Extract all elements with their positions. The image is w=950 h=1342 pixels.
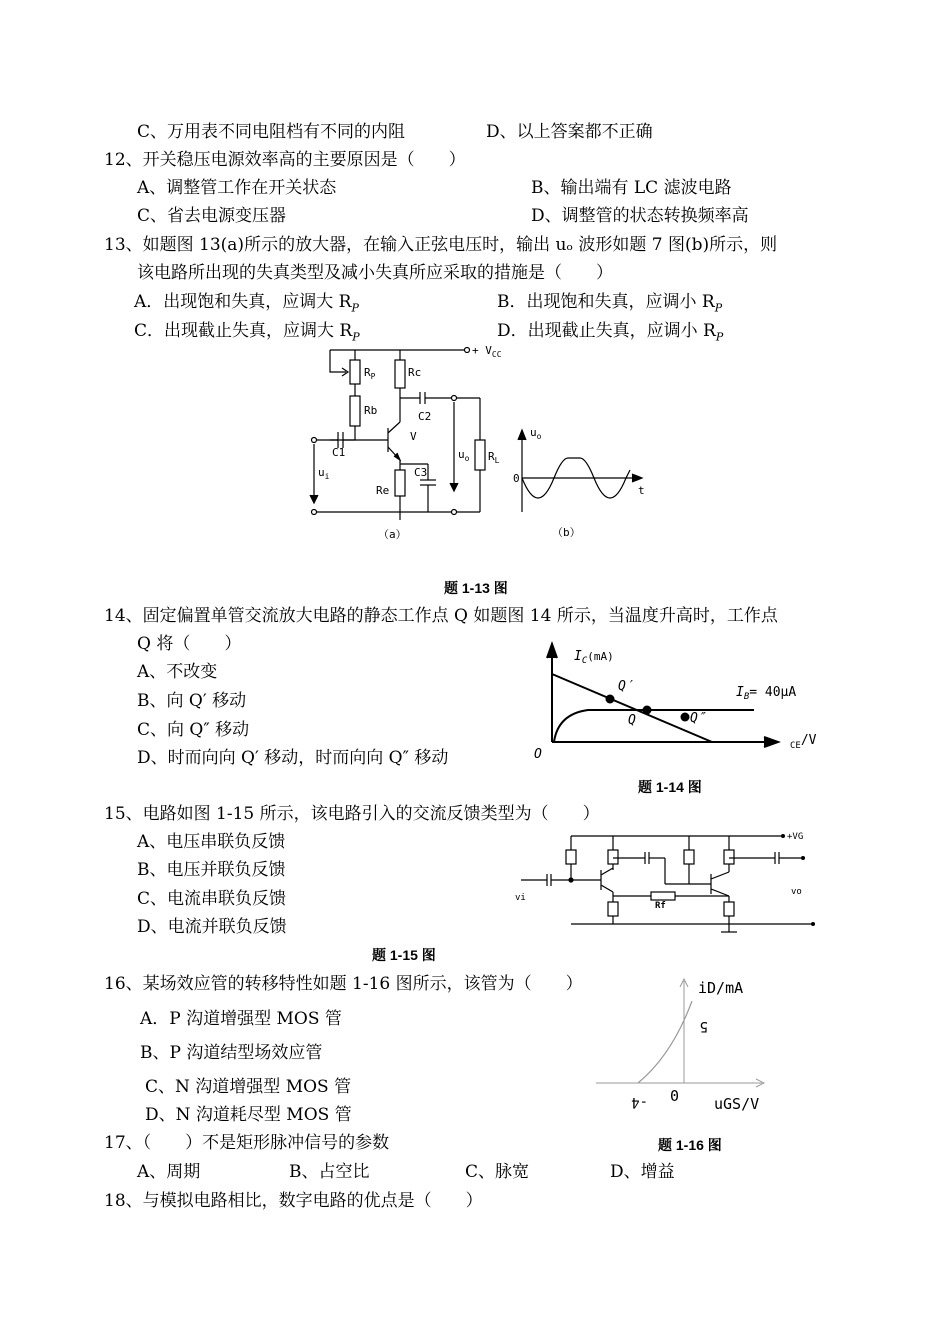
figure-1-15-caption: 题 1-15 图 <box>372 947 436 963</box>
q14-option-a: A、不改变 <box>137 662 218 682</box>
amplifier-circuit-figure <box>300 340 660 550</box>
q14-stem-line2: Q 将（ ） <box>137 634 242 654</box>
q16-option-a: A．P 沟道增强型 MOS 管 <box>140 1009 342 1029</box>
figure-1-13-caption: 题 1-13 图 <box>444 580 508 596</box>
q16-option-b: B、P 沟道结型场效应管 <box>140 1043 323 1063</box>
q14-stem-line1: 14、固定偏置单管交流放大电路的静态工作点 Q 如题图 14 所示，当温度升高时，工作点 <box>104 606 778 626</box>
sub-label-b: （b） <box>552 526 581 539</box>
uce-label: CE/V <box>790 733 817 751</box>
q13-option-b: B．出现饱和失真，应调小 $R_P$ <box>497 292 723 315</box>
q17-option-c: C、脉宽 <box>465 1162 530 1182</box>
q15-option-c: C、电流串联负反馈 <box>137 889 287 909</box>
q17-option-b: B、占空比 <box>289 1162 370 1182</box>
rc-label: Rc <box>408 366 422 379</box>
transistor-v-label: V <box>410 430 417 443</box>
ugs-axis-label: uGS/V <box>714 1095 760 1113</box>
q17-option-a: A、周期 <box>137 1162 201 1182</box>
q13-option-c: C．出现截止失真，应调大 $R_P$ <box>134 321 360 344</box>
c3-label: C3 <box>414 466 428 479</box>
q14-option-c: C、向 Q″ 移动 <box>137 720 250 740</box>
q12-option-b: B、输出端有 LC 滤波电路 <box>531 178 732 198</box>
transfer-characteristic-figure <box>592 975 792 1115</box>
origin-label: O <box>534 747 542 762</box>
vg-label: +VG <box>787 832 804 842</box>
q12-option-a: A、调整管工作在开关状态 <box>137 178 337 198</box>
q17-option-d: D、增益 <box>610 1162 675 1182</box>
ic-axis-label: $I_C^{(mA)}$ <box>574 649 614 666</box>
id-axis-label: iD/mA <box>698 979 744 997</box>
waveform-t-label: t <box>638 484 645 497</box>
ib-label: $I_B= 40\mu A$ <box>736 685 797 702</box>
q12-option-c: C、省去电源变压器 <box>137 206 287 226</box>
rl-label: $R_L$ <box>488 450 500 465</box>
q11-option-d: D、以上答案都不正确 <box>486 122 653 142</box>
q16-option-c: C、N 沟道增强型 MOS 管 <box>145 1077 352 1097</box>
five-tick-label: 5 <box>699 1018 708 1034</box>
q16-stem: 16、某场效应管的转移特性如题 1-16 图所示，该管为（ ） <box>104 974 583 994</box>
q-label: Q <box>628 713 636 728</box>
uo-label: $u_o$ <box>458 448 470 463</box>
q14-option-b: B、向 Q′ 移动 <box>137 691 247 711</box>
sub-label-a: （a） <box>378 528 407 541</box>
q17-stem: 17、（ ）不是矩形脉冲信号的参数 <box>104 1133 390 1153</box>
q15-option-b: B、电压并联负反馈 <box>137 860 286 880</box>
q12-option-d: D、调整管的状态转换频率高 <box>531 206 749 226</box>
q14-option-d: D、时而向向 Q′ 移动，时而向向 Q″ 移动 <box>137 748 449 768</box>
vi-label: vi <box>515 893 526 903</box>
rf-label: Rf <box>655 901 666 911</box>
rp-label: $R_P$ <box>364 366 376 381</box>
q13-stem-line1: 13、如题图 13(a)所示的放大器，在输入正弦电压时，输出 uₒ 波形如题 7 图(b)所示，则 <box>104 235 778 255</box>
re-label: Re <box>376 484 390 497</box>
q13-option-a: A．出现饱和失真，应调大 $R_P$ <box>134 292 359 315</box>
q13-stem-line2: 该电路所出现的失真类型及减小失真所应采取的措施是（ ） <box>137 263 613 283</box>
neg-four-tick-label: -4 <box>631 1094 648 1110</box>
waveform-uo-label: $u_o$ <box>530 426 542 441</box>
q13-option-d: D．出现截止失真，应调小 $R_P$ <box>497 321 724 344</box>
q15-option-a: A、电压串联负反馈 <box>137 832 286 852</box>
ui-label: $u_i$ <box>318 466 330 481</box>
q-double-prime-label: Q″ <box>690 711 706 726</box>
rb-label: Rb <box>364 404 378 417</box>
figure-1-16-caption: 题 1-16 图 <box>658 1137 722 1153</box>
c1-label: C1 <box>332 446 346 459</box>
q11-option-c: C、万用表不同电阻档有不同的内阻 <box>137 122 406 142</box>
waveform-zero-label: 0 <box>513 472 520 485</box>
output-characteristic-figure <box>528 638 848 766</box>
zero-tick-label: 0 <box>670 1087 680 1105</box>
vcc-label: + $V_{CC}$ <box>472 344 502 359</box>
q15-stem: 15、电路如图 1-15 所示，该电路引入的交流反馈类型为（ ） <box>104 804 600 824</box>
q15-option-d: D、电流并联负反馈 <box>137 917 287 937</box>
c2-label: C2 <box>418 410 432 423</box>
vo-label: vo <box>791 887 802 897</box>
q18-stem: 18、与模拟电路相比，数字电路的优点是（ ） <box>104 1191 483 1211</box>
q12-stem: 12、开关稳压电源效率高的主要原因是（ ） <box>104 150 466 170</box>
figure-1-14-caption: 题 1-14 图 <box>638 779 702 795</box>
feedback-circuit-figure <box>515 828 825 938</box>
q16-option-d: D、N 沟道耗尽型 MOS 管 <box>145 1105 352 1125</box>
q-prime-label: Q′ <box>618 679 634 694</box>
